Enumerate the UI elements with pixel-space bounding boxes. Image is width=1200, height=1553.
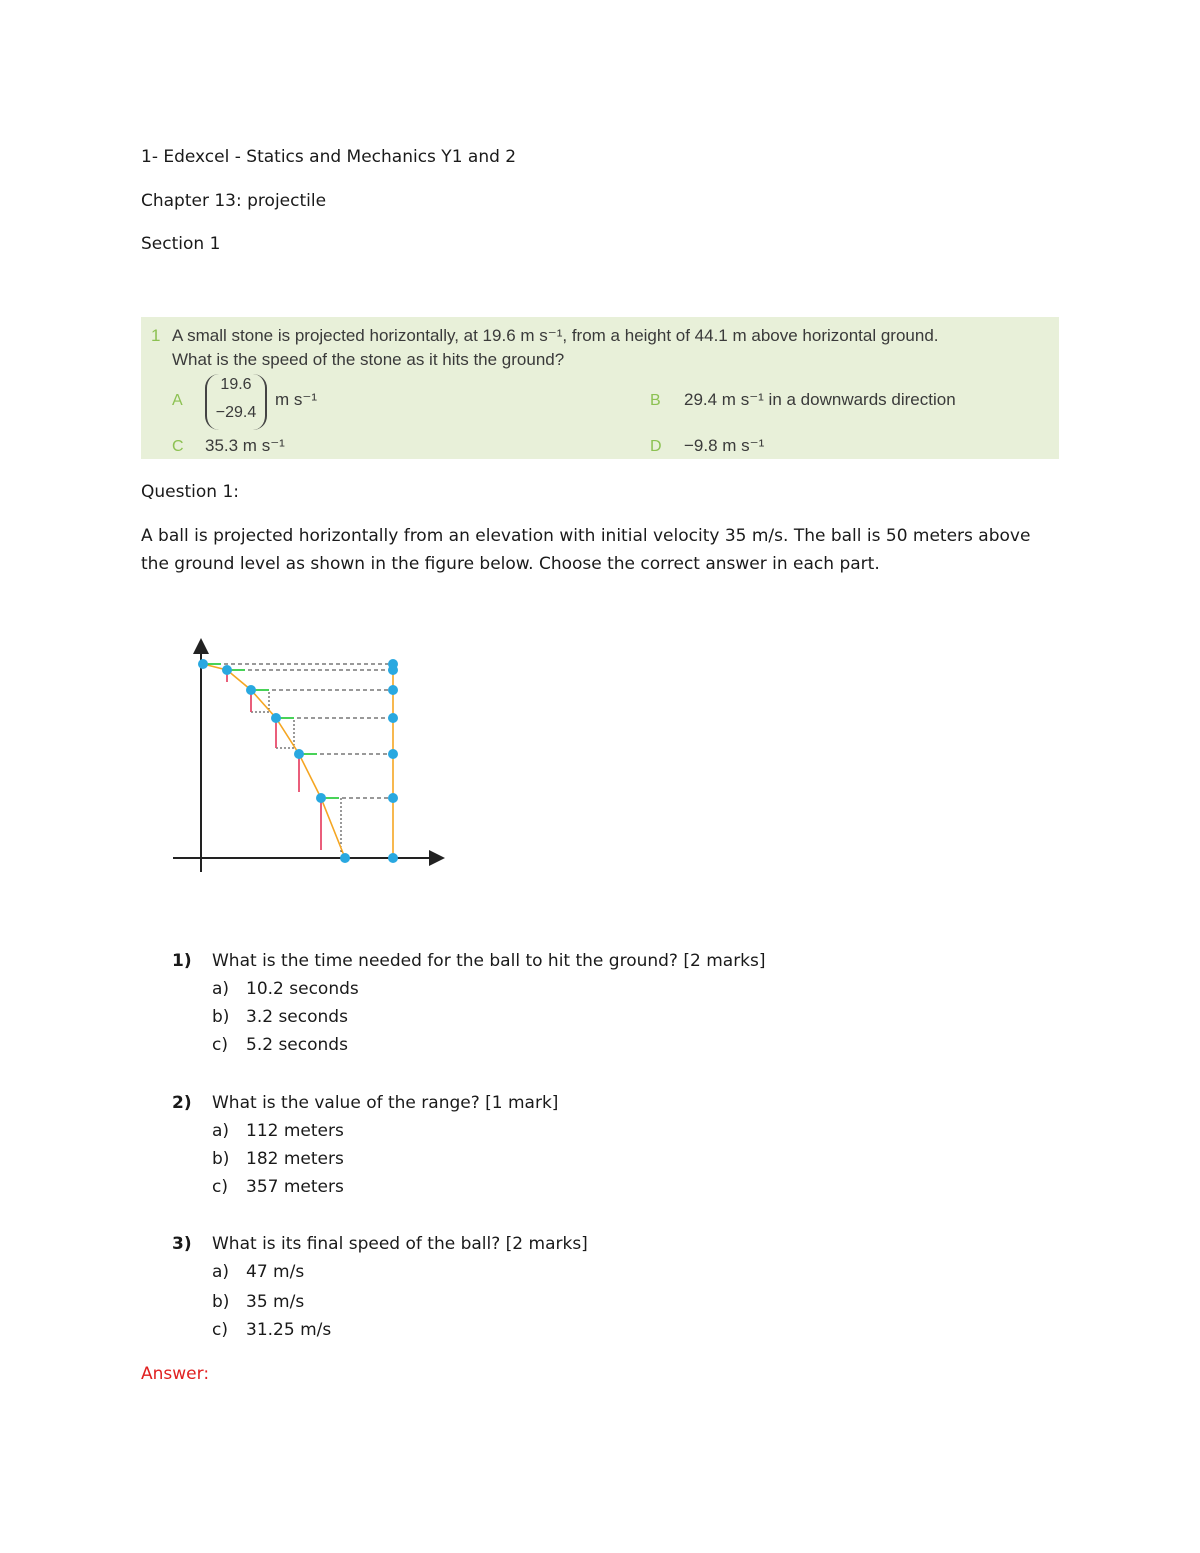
- part-2-option-c-letter: c): [212, 1177, 228, 1197]
- option-c-letter: C: [172, 438, 184, 455]
- part-3-option-b: 35 m/s: [246, 1292, 305, 1312]
- part-1-option-c: 5.2 seconds: [246, 1035, 348, 1055]
- excerpt-line-2: What is the speed of the stone as it hits the ground?: [172, 350, 565, 369]
- part-2-option-c: 357 meters: [246, 1177, 344, 1197]
- part-2-option-b-letter: b): [212, 1149, 230, 1169]
- part-3-number: 3): [172, 1234, 192, 1254]
- horizontal-guides: [203, 664, 393, 798]
- answer-label: Answer:: [141, 1364, 210, 1384]
- part-2-option-a: 112 meters: [246, 1121, 344, 1141]
- question-heading: Question 1:: [141, 482, 239, 502]
- part-3-option-a-letter: a): [212, 1262, 230, 1282]
- vector-top: 19.6: [220, 376, 252, 393]
- step-boxes: [251, 690, 341, 854]
- projectile-figure: [141, 614, 475, 922]
- option-b-text: 29.4 m s⁻¹ in a downwards direction: [684, 390, 956, 409]
- part-2-option-a-letter: a): [212, 1121, 230, 1141]
- part-1-option-a: 10.2 seconds: [246, 979, 359, 999]
- option-b-letter: B: [650, 392, 661, 409]
- part-3-text: What is its final speed of the ball? [2 marks]: [212, 1234, 588, 1254]
- question-body: A ball is projected horizontally from an elevation with initial velocity 35 m/s. The ball is 50 meters above the ground level as shown in the figure below. Choose the correct answer in each part.: [141, 526, 1031, 574]
- part-2-option-b: 182 meters: [246, 1149, 344, 1169]
- option-a-letter: A: [172, 392, 183, 409]
- textbook-excerpt: [141, 317, 1059, 459]
- part-1-option-c-letter: c): [212, 1035, 228, 1055]
- option-d-letter: D: [650, 438, 662, 455]
- part-3-option-c: 31.25 m/s: [246, 1320, 332, 1340]
- part-3-option-c-letter: c): [212, 1320, 228, 1340]
- excerpt-line-1: A small stone is projected horizontally, at 19.6 m s⁻¹, from a height of 44.1 m above horizontal ground.: [172, 326, 939, 345]
- vertical-velocity-vectors: [227, 670, 321, 850]
- projectile-diagram: [141, 614, 475, 922]
- option-c-text: 35.3 m s⁻¹: [205, 436, 285, 455]
- option-a-unit: m s⁻¹: [275, 390, 318, 409]
- part-2-number: 2): [172, 1093, 192, 1113]
- vector-bottom: −29.4: [215, 404, 257, 421]
- part-1-text: What is the time needed for the ball to hit the ground? [2 marks]: [212, 951, 766, 971]
- horizontal-velocity-vectors: [203, 664, 339, 798]
- part-1-option-b-letter: b): [212, 1007, 230, 1027]
- part-1-option-b: 3.2 seconds: [246, 1007, 348, 1027]
- part-3-option-a: 47 m/s: [246, 1262, 305, 1282]
- section-title: Section 1: [141, 234, 221, 254]
- part-3-option-b-letter: b): [212, 1292, 230, 1312]
- option-a-vector: [205, 374, 267, 430]
- part-1-number: 1): [172, 951, 192, 971]
- part-1-option-a-letter: a): [212, 979, 230, 999]
- option-d-text: −9.8 m s⁻¹: [684, 436, 765, 455]
- chapter-title: Chapter 13: projectile: [141, 191, 327, 211]
- excerpt-number: 1: [151, 326, 161, 345]
- trajectory-line: [203, 664, 345, 858]
- part-2-text: What is the value of the range? [1 mark]: [212, 1093, 559, 1113]
- header-title: 1- Edexcel - Statics and Mechanics Y1 and 2: [141, 147, 517, 167]
